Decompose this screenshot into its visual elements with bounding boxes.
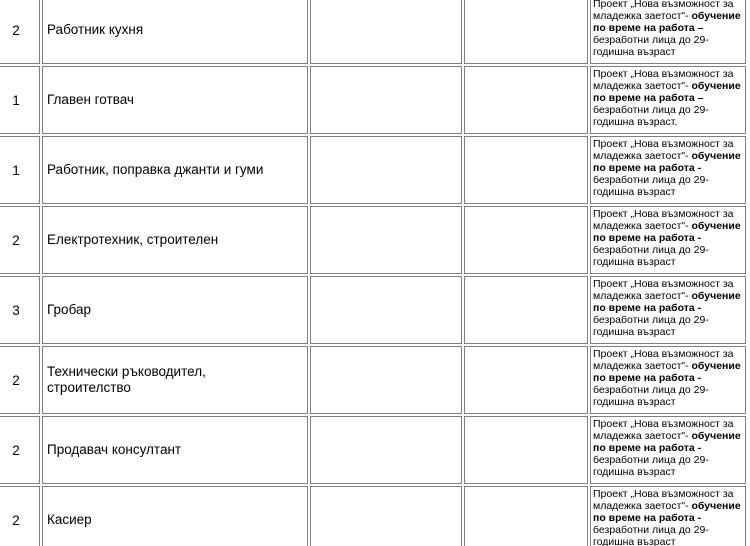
empty-cell [464,66,588,134]
position-cell: Електротехник, строителен [42,206,308,274]
empty-cell [310,486,462,546]
project-cell [590,346,746,414]
project-text-bold: обучение по време на работа - [593,500,741,524]
project-text-pre: Проект „Нова възможност за младежка заетост"- [593,488,734,512]
table-row [0,416,746,484]
project-text-post: безработни лица до 29-годишна възраст [593,384,709,408]
project-text-pre: Проект „Нова възможност за младежка заетост"- [593,0,734,22]
table-row [0,66,746,134]
empty-cell [310,346,462,414]
project-text-bold: обучение по време на работа - [593,430,741,454]
empty-cell [464,206,588,274]
qty-cell: 1 [0,66,40,134]
table-row [0,276,746,344]
project-text-post: безработни лица до 29-годишна възраст [593,34,709,58]
empty-cell [464,486,588,546]
project-text-bold: обучение по време на работа - [593,290,741,314]
position-cell: Касиер [42,486,308,546]
qty-cell: 1 [0,136,40,204]
qty-cell: 2 [0,0,40,64]
empty-cell [464,0,588,64]
project-cell [590,66,746,134]
qty-cell: 2 [0,346,40,414]
project-cell [590,136,746,204]
position-cell: Технически ръководител, строителство [42,346,308,414]
qty-cell: 2 [0,486,40,546]
project-text-pre: Проект „Нова възможност за младежка заетост"- [593,418,734,442]
empty-cell [310,136,462,204]
position-cell: Продавач консултант [42,416,308,484]
project-cell [590,416,746,484]
project-cell [590,276,746,344]
project-text-pre: Проект „Нова възможност за младежка заетост"- [593,208,734,232]
project-text-post: безработни лица до 29-годишна възраст [593,174,709,198]
project-text-post: безработни лица до 29-годишна възраст. [593,104,709,128]
qty-cell: 2 [0,416,40,484]
table-row [0,0,746,64]
project-text-bold: обучение по време на работа – [593,80,741,104]
table-row [0,346,746,414]
position-cell: Работник, поправка джанти и гуми [42,136,308,204]
project-text-pre: Проект „Нова възможност за младежка заетост"- [593,348,734,372]
position-cell: Гробар [42,276,308,344]
empty-cell [310,416,462,484]
project-text-post: безработни лица до 29-годишна възраст [593,524,709,546]
empty-cell [310,66,462,134]
project-text-bold: обучение по време на работа - [593,150,741,174]
project-cell [590,0,746,64]
position-cell: Работник кухня [42,0,308,64]
qty-cell: 2 [0,206,40,274]
empty-cell [464,416,588,484]
empty-cell [464,136,588,204]
empty-cell [464,276,588,344]
empty-cell [310,206,462,274]
project-text-post: безработни лица до 29-годишна възраст [593,244,709,268]
project-text-pre: Проект „Нова възможност за младежка заетост"- [593,68,734,92]
project-text-pre: Проект „Нова възможност за младежка заетост"- [593,138,734,162]
empty-cell [310,276,462,344]
project-text-post: безработни лица до 29-годишна възраст [593,454,709,478]
project-cell [590,486,746,546]
table-row [0,136,746,204]
table-row [0,486,746,546]
position-cell: Главен готвач [42,66,308,134]
project-text-bold: обучение по време на работа - [593,360,741,384]
empty-cell [310,0,462,64]
empty-cell [464,346,588,414]
project-text-post: безработни лица до 29-годишна възраст [593,314,709,338]
project-text-pre: Проект „Нова възможност за младежка заетост"- [593,278,734,302]
table-row [0,206,746,274]
qty-cell: 3 [0,276,40,344]
project-cell [590,206,746,274]
project-text-bold: обучение по време на работа – [593,10,741,34]
project-text-bold: обучение по време на работа - [593,220,741,244]
